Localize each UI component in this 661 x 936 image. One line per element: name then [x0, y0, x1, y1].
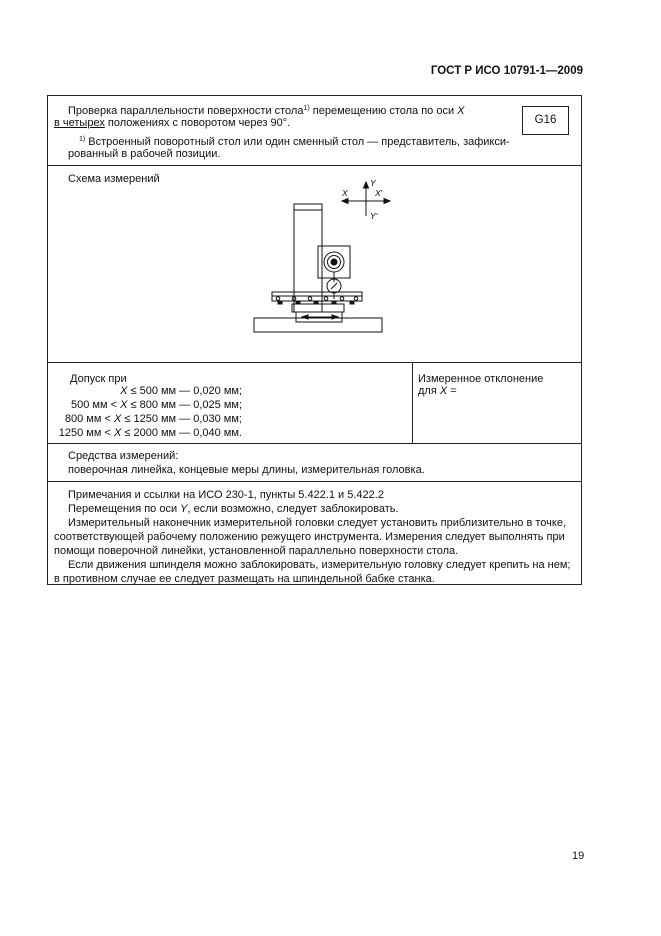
axis-y-label: Y — [370, 178, 376, 188]
axis-x-label: X — [342, 188, 348, 198]
divider — [48, 443, 581, 444]
notes-p3-line1: Если движения шпинделя можно заблокировать, измерительную головку следует крепить на нем; — [68, 559, 571, 571]
divider — [48, 481, 581, 482]
footnote-ref: 1) — [303, 105, 310, 112]
tolerance-row-3: 800 мм < X ≤ 1250 мм — 0,030 мм; — [64, 413, 242, 425]
footnote-line2: рованный в рабочей позиции. — [68, 148, 221, 160]
notes-p3-line2: в противном случае ее следует размещать на шпиндельной бабке станка. — [54, 573, 435, 585]
underlined-text: в четырех — [54, 117, 105, 129]
axis-cross — [342, 182, 390, 216]
tolerance-label: Допуск при — [70, 373, 127, 385]
means-label: Средства измерений: — [68, 450, 179, 462]
notes-p2-line1: Измерительный наконечник измерительной головки следует установить приблизительно в точке, — [68, 517, 567, 529]
divider — [48, 362, 581, 363]
check-title-text: Проверка параллельности поверхности стола — [68, 105, 304, 117]
footnote-marker: 1) — [79, 136, 86, 143]
tolerance-row-4: 1250 мм < X ≤ 2000 мм — 0,040 мм. — [58, 427, 242, 439]
page-number: 19 — [572, 850, 585, 862]
measured-deviation-field: для X = — [418, 385, 457, 397]
check-title-line2 — [54, 116, 290, 130]
check-title-text-2: перемещению стола по оси — [309, 105, 458, 117]
test-sheet-table — [47, 95, 582, 585]
standard-header: ГОСТ Р ИСО 10791-1—2009 — [430, 65, 583, 77]
notes-p2-line3: помощи поверочной линейки, установленной параллельно поверхности стола. — [54, 545, 459, 557]
machine-table — [292, 304, 344, 322]
machine-base — [254, 318, 382, 332]
spindle-head — [318, 246, 350, 282]
column-divider — [412, 362, 413, 443]
divider — [48, 165, 581, 166]
means-text: поверочная линейка, концевые меры длины, измерительная головка. — [68, 464, 425, 476]
measured-deviation-label: Измеренное отклонение — [418, 373, 544, 385]
diagram-label: Схема измерений — [68, 173, 160, 185]
axis-symbol: X — [457, 105, 465, 117]
notes-title: Примечания и ссылки на ИСО 230-1, пункты 5.422.1 и 5.422.2 — [68, 489, 384, 501]
notes-p1: Перемещения по оси Y, если возможно, следует заблокировать. — [68, 503, 399, 515]
tolerance-row-2: 500 мм < X ≤ 800 мм — 0,025 мм; — [71, 399, 242, 411]
axis-x-prime-label: X' — [375, 188, 383, 198]
check-code-badge: G16 — [522, 106, 569, 135]
check-title-text-3: положениях с поворотом через 90°. — [104, 117, 291, 129]
notes-p2-line2: соответствующей рабочему положению режущего инструмента. Измерения следует выполнять при — [54, 531, 565, 543]
tolerance-row-1: X ≤ 500 мм — 0,020 мм; — [120, 385, 242, 397]
axis-y-prime-label: Y' — [370, 211, 378, 221]
footnote-text: Встроенный поворотный стол или один сменный стол — представитель, зафикси- — [85, 136, 510, 148]
measurement-diagram — [238, 176, 398, 356]
straightedge — [272, 292, 362, 304]
